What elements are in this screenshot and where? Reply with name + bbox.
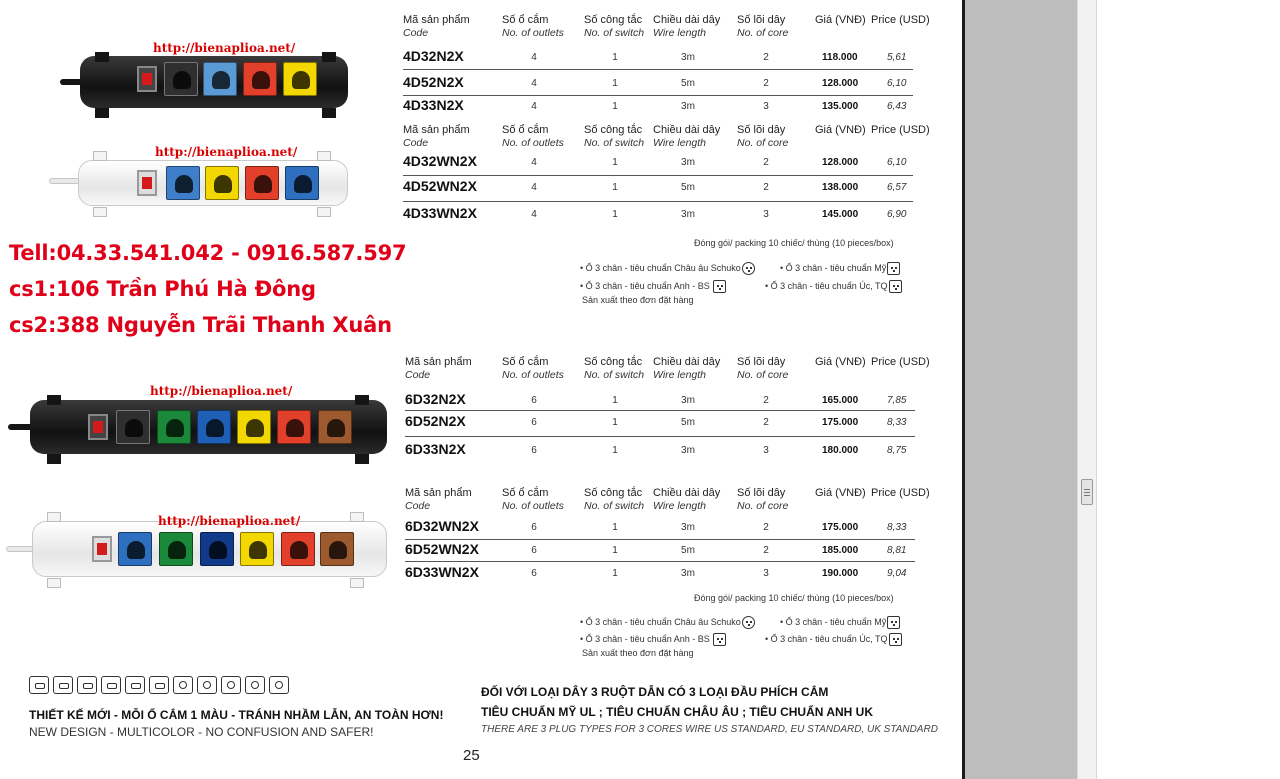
page-number: 25 (463, 747, 480, 764)
wire-length: 5m (681, 545, 695, 556)
contact-phone: Tell:04.33.541.042 - 0916.587.597 (9, 241, 407, 265)
product-code: 4D52WN2X (403, 178, 477, 194)
socket-black (116, 410, 150, 444)
outlet-count: 6 (531, 522, 537, 533)
note-au-text: • Ổ 3 chân - tiêu chuẩn Úc, TQ (765, 280, 888, 291)
socket-yellow (283, 62, 317, 96)
column-header-outlets-vn: Số ổ cắm (502, 487, 549, 499)
column-header-core-en: No. of core (737, 137, 789, 149)
core-count: 2 (763, 522, 769, 533)
switch-count: 1 (612, 395, 618, 406)
column-header-core-en: No. of core (737, 369, 789, 381)
watermark-url: http://bienaplioa.net/ (150, 384, 293, 398)
core-count: 2 (763, 78, 769, 89)
column-header-core-en: No. of core (737, 500, 789, 512)
price-usd: 8,81 (887, 545, 907, 556)
us-plug-icon (887, 616, 900, 629)
column-header-wire (653, 124, 720, 150)
packing-note: Đóng gói/ packing 10 chiếc/ thùng (10 pieces/box) (694, 238, 894, 248)
column-header-switch-en: No. of switch (584, 500, 645, 512)
bs-plug-icon (713, 633, 726, 646)
power-switch (137, 170, 157, 196)
column-header-code (405, 487, 472, 513)
mount-tab (93, 207, 107, 217)
watermark-url: http://bienaplioa.net/ (158, 514, 301, 528)
price-usd: 6,90 (887, 209, 907, 220)
socket-green (159, 532, 193, 566)
socket-type-icons (29, 676, 293, 694)
mount-tab (355, 395, 369, 405)
price-vnd: 185.000 (822, 545, 859, 556)
column-header-outlets (502, 356, 564, 382)
wire-length: 3m (681, 445, 695, 456)
switch-count: 1 (612, 157, 618, 168)
column-header-wire-en: Wire length (653, 369, 707, 381)
column-header-core-vn: Số lõi dây (737, 124, 786, 136)
core-count: 3 (763, 101, 769, 112)
switch-count: 1 (612, 545, 618, 556)
note-schuko-text: • Ổ 3 chân - tiêu chuẩn Châu âu Schuko (580, 262, 741, 273)
socket-red (277, 410, 311, 444)
scrollbar-thumb[interactable] (1081, 479, 1093, 505)
column-header-code-vn: Mã sản phẩm (403, 14, 470, 26)
socket-red (245, 166, 279, 200)
column-header-switch (584, 356, 644, 382)
row-divider (405, 410, 915, 411)
wire-length: 3m (681, 157, 695, 168)
outlet-count: 4 (531, 101, 537, 112)
packing-note: Đóng gói/ packing 10 chiếc/ thùng (10 pieces/box) (694, 593, 894, 603)
column-header-code-en: Code (403, 137, 429, 149)
product-code: 4D33N2X (403, 97, 464, 113)
column-header-core (737, 14, 788, 40)
socket-type-icon (245, 676, 265, 694)
socket-type-icon (53, 676, 73, 694)
core-count: 2 (763, 545, 769, 556)
socket-brown (318, 410, 352, 444)
column-header-price-usd: Price (USD) (871, 487, 930, 499)
order-note: Sản xuất theo đơn đặt hàng (582, 295, 694, 305)
socket-type-icon (149, 676, 169, 694)
column-header-price-usd: Price (USD) (871, 356, 930, 368)
price-usd: 8,33 (887, 522, 907, 533)
core-count: 3 (763, 445, 769, 456)
mount-tab (95, 108, 109, 118)
core-count: 2 (763, 395, 769, 406)
socket-type-icon (101, 676, 121, 694)
note-us (780, 616, 901, 629)
column-header-core-en: No. of core (737, 27, 789, 39)
price-usd: 6,57 (887, 182, 907, 193)
mount-tab (322, 52, 336, 62)
plug-types-vn-line1: ĐỐI VỚI LOẠI DÂY 3 RUỘT DẪN CÓ 3 LOẠI ĐẦU PHÍCH CẮM (481, 685, 829, 699)
switch-count: 1 (612, 209, 618, 220)
column-header-code-vn: Mã sản phẩm (405, 356, 472, 368)
wire-length: 3m (681, 52, 695, 63)
socket-black (164, 62, 198, 96)
price-usd: 8,75 (887, 445, 907, 456)
column-header-switch-en: No. of switch (584, 369, 645, 381)
column-header-price-vnd: Giá (VNĐ) (815, 356, 866, 368)
mount-tab (355, 454, 369, 464)
core-count: 2 (763, 182, 769, 193)
product-code: 6D52WN2X (405, 541, 479, 557)
product-code: 4D32WN2X (403, 153, 477, 169)
column-header-price-usd: Price (USD) (871, 124, 930, 136)
column-header-switch (584, 124, 644, 150)
bs-plug-icon (713, 280, 726, 293)
column-header-core-vn: Số lõi dây (737, 14, 786, 26)
mount-tab (93, 151, 107, 161)
column-header-switch-en: No. of switch (584, 27, 645, 39)
contact-branch-2: cs2:388 Nguyễn Trãi Thanh Xuân (9, 313, 392, 337)
note-schuko-text: • Ổ 3 chân - tiêu chuẩn Châu âu Schuko (580, 616, 741, 627)
wire-length: 5m (681, 182, 695, 193)
column-header-wire-en: Wire length (653, 137, 707, 149)
column-header-wire-vn: Chiều dài dây (653, 14, 721, 26)
plug-types-en: THERE ARE 3 PLUG TYPES FOR 3 CORES WIRE US STANDARD, EU STANDARD, UK STANDARD (481, 724, 938, 735)
column-header-outlets-en: No. of outlets (502, 137, 564, 149)
note-us-text: • Ổ 3 chân - tiêu chuẩn Mỹ (780, 616, 887, 627)
viewer-background (965, 0, 1077, 779)
column-header-wire (653, 487, 720, 513)
column-header-outlets-en: No. of outlets (502, 500, 564, 512)
socket-type-icon (29, 676, 49, 694)
core-count: 3 (763, 209, 769, 220)
price-vnd: 190.000 (822, 568, 859, 579)
price-usd: 6,10 (887, 78, 907, 89)
mount-tab (317, 207, 331, 217)
column-header-wire-vn: Chiều dài dây (653, 124, 721, 136)
switch-count: 1 (612, 417, 618, 428)
note-au (765, 633, 903, 646)
socket-red (281, 532, 315, 566)
switch-count: 1 (612, 522, 618, 533)
price-vnd: 138.000 (822, 182, 859, 193)
price-vnd: 175.000 (822, 417, 859, 428)
outlet-count: 4 (531, 209, 537, 220)
column-header-switch-vn: Số công tắc (584, 124, 643, 136)
wire-length: 5m (681, 78, 695, 89)
au-plug-icon (889, 633, 902, 646)
socket-red (243, 62, 277, 96)
price-usd: 7,85 (887, 395, 907, 406)
wire-length: 3m (681, 522, 695, 533)
column-header-code-en: Code (403, 27, 429, 39)
price-vnd: 145.000 (822, 209, 859, 220)
price-vnd: 135.000 (822, 101, 859, 112)
column-header-code-en: Code (405, 369, 431, 381)
row-divider (405, 539, 915, 540)
column-header-core-vn: Số lõi dây (737, 356, 786, 368)
price-vnd: 128.000 (822, 157, 859, 168)
row-divider (403, 95, 913, 96)
column-header-price-usd: Price (USD) (871, 14, 930, 26)
socket-brown (320, 532, 354, 566)
socket-blue (118, 532, 152, 566)
contact-branch-1: cs1:106 Trần Phú Hà Đông (9, 277, 316, 301)
socket-type-icon (77, 676, 97, 694)
column-header-core (737, 124, 788, 150)
column-header-outlets-vn: Số ổ cắm (502, 124, 549, 136)
power-switch (137, 66, 157, 92)
au-plug-icon (889, 280, 902, 293)
note-schuko (580, 616, 756, 629)
wire-length: 5m (681, 417, 695, 428)
outlet-count: 4 (531, 157, 537, 168)
outlet-count: 4 (531, 182, 537, 193)
column-header-price-vnd: Giá (VNĐ) (815, 14, 866, 26)
socket-navy (200, 532, 234, 566)
core-count: 2 (763, 157, 769, 168)
column-header-code-vn: Mã sản phẩm (403, 124, 470, 136)
product-code: 6D52N2X (405, 413, 466, 429)
column-header-outlets (502, 487, 564, 513)
column-header-switch (584, 487, 644, 513)
product-code: 4D52N2X (403, 74, 464, 90)
price-usd: 6,10 (887, 157, 907, 168)
column-header-wire-en: Wire length (653, 27, 707, 39)
order-note: Sản xuất theo đơn đặt hàng (582, 648, 694, 658)
wire-length: 3m (681, 395, 695, 406)
column-header-wire (653, 14, 720, 40)
socket-blue (166, 166, 200, 200)
column-header-price-vnd: Giá (VNĐ) (815, 124, 866, 136)
outlet-count: 6 (531, 545, 537, 556)
price-vnd: 175.000 (822, 522, 859, 533)
price-usd: 6,43 (887, 101, 907, 112)
product-code: 6D33WN2X (405, 564, 479, 580)
design-slogan-en: NEW DESIGN - MULTICOLOR - NO CONFUSION AND SAFER! (29, 725, 374, 739)
socket-type-icon (269, 676, 289, 694)
row-divider (403, 69, 913, 70)
column-header-code-vn: Mã sản phẩm (405, 487, 472, 499)
core-count: 3 (763, 568, 769, 579)
row-divider (403, 175, 913, 176)
socket-green (157, 410, 191, 444)
row-divider (405, 561, 915, 562)
design-slogan-vn: THIẾT KẾ MỚI - MỖI Ổ CẮM 1 MÀU - TRÁNH NHẦM LẪN, AN TOÀN HƠN! (29, 708, 444, 722)
price-usd: 9,04 (887, 568, 907, 579)
column-header-price-vnd: Giá (VNĐ) (815, 487, 866, 499)
switch-count: 1 (612, 78, 618, 89)
socket-type-icon (125, 676, 145, 694)
mount-tab (47, 512, 61, 522)
note-au-text: • Ổ 3 chân - tiêu chuẩn Úc, TQ (765, 633, 888, 644)
note-bs (580, 633, 727, 646)
socket-blue (285, 166, 319, 200)
note-bs (580, 280, 727, 293)
column-header-outlets-vn: Số ổ cắm (502, 14, 549, 26)
column-header-wire-vn: Chiều dài dây (653, 356, 721, 368)
column-header-outlets (502, 124, 564, 150)
socket-yellow (237, 410, 271, 444)
switch-count: 1 (612, 568, 618, 579)
column-header-switch-en: No. of switch (584, 137, 645, 149)
column-header-code (403, 124, 470, 150)
column-header-code (403, 14, 470, 40)
schuko-plug-icon (742, 262, 755, 275)
column-header-wire-en: Wire length (653, 500, 707, 512)
column-header-switch-vn: Số công tắc (584, 487, 643, 499)
note-schuko (580, 262, 756, 275)
row-divider (403, 201, 913, 202)
note-us-text: • Ổ 3 chân - tiêu chuẩn Mỹ (780, 262, 887, 273)
socket-blue (197, 410, 231, 444)
socket-type-icon (221, 676, 241, 694)
switch-count: 1 (612, 101, 618, 112)
product-code: 6D32N2X (405, 391, 466, 407)
note-au (765, 280, 903, 293)
column-header-outlets-vn: Số ổ cắm (502, 356, 549, 368)
product-code: 6D33N2X (405, 441, 466, 457)
plug-types-vn-line2: TIÊU CHUẨN MỸ UL ; TIÊU CHUẨN CHÂU ÂU ; TIÊU CHUẨN ANH UK (481, 705, 873, 719)
socket-type-icon (197, 676, 217, 694)
price-vnd: 118.000 (822, 52, 858, 63)
switch-count: 1 (612, 52, 618, 63)
price-vnd: 165.000 (822, 395, 859, 406)
outlet-count: 6 (531, 395, 537, 406)
column-header-wire (653, 356, 720, 382)
price-usd: 8,33 (887, 417, 907, 428)
product-code: 4D33WN2X (403, 205, 477, 221)
note-bs-text: • Ổ 3 chân - tiêu chuẩn Anh - BS (580, 280, 710, 291)
note-bs-text: • Ổ 3 chân - tiêu chuẩn Anh - BS (580, 633, 710, 644)
column-header-code (405, 356, 472, 382)
column-header-outlets (502, 14, 564, 40)
us-plug-icon (887, 262, 900, 275)
column-header-core (737, 356, 788, 382)
column-header-switch-vn: Số công tắc (584, 356, 643, 368)
socket-light-blue (203, 62, 237, 96)
socket-type-icon (173, 676, 193, 694)
column-header-switch-vn: Số công tắc (584, 14, 643, 26)
outlet-count: 6 (531, 417, 537, 428)
vertical-scrollbar[interactable] (1077, 0, 1097, 779)
watermark-url: http://bienaplioa.net/ (153, 41, 296, 55)
watermark-url: http://bienaplioa.net/ (155, 145, 298, 159)
socket-yellow (205, 166, 239, 200)
column-header-outlets-en: No. of outlets (502, 27, 564, 39)
wire-length: 3m (681, 209, 695, 220)
outlet-count: 4 (531, 52, 537, 63)
product-code: 6D32WN2X (405, 518, 479, 534)
wire-length: 3m (681, 101, 695, 112)
power-switch (92, 536, 112, 562)
switch-count: 1 (612, 445, 618, 456)
core-count: 2 (763, 417, 769, 428)
price-vnd: 128.000 (822, 78, 859, 89)
mount-tab (95, 52, 109, 62)
socket-yellow (240, 532, 274, 566)
power-switch (88, 414, 108, 440)
outlet-count: 4 (531, 78, 537, 89)
price-usd: 5,61 (887, 52, 907, 63)
column-header-switch (584, 14, 644, 40)
column-header-core (737, 487, 788, 513)
column-header-wire-vn: Chiều dài dây (653, 487, 721, 499)
mount-tab (322, 108, 336, 118)
column-header-core-vn: Số lõi dây (737, 487, 786, 499)
core-count: 2 (763, 52, 769, 63)
note-us (780, 262, 901, 275)
mount-tab (350, 578, 364, 588)
wire-length: 3m (681, 568, 695, 579)
switch-count: 1 (612, 182, 618, 193)
mount-tab (47, 395, 61, 405)
column-header-code-en: Code (405, 500, 431, 512)
product-code: 4D32N2X (403, 48, 464, 64)
schuko-plug-icon (742, 616, 755, 629)
mount-tab (317, 151, 331, 161)
mount-tab (47, 454, 61, 464)
mount-tab (47, 578, 61, 588)
mount-tab (350, 512, 364, 522)
row-divider (405, 436, 915, 437)
outlet-count: 6 (531, 445, 537, 456)
column-header-outlets-en: No. of outlets (502, 369, 564, 381)
price-vnd: 180.000 (822, 445, 859, 456)
outlet-count: 6 (531, 568, 537, 579)
